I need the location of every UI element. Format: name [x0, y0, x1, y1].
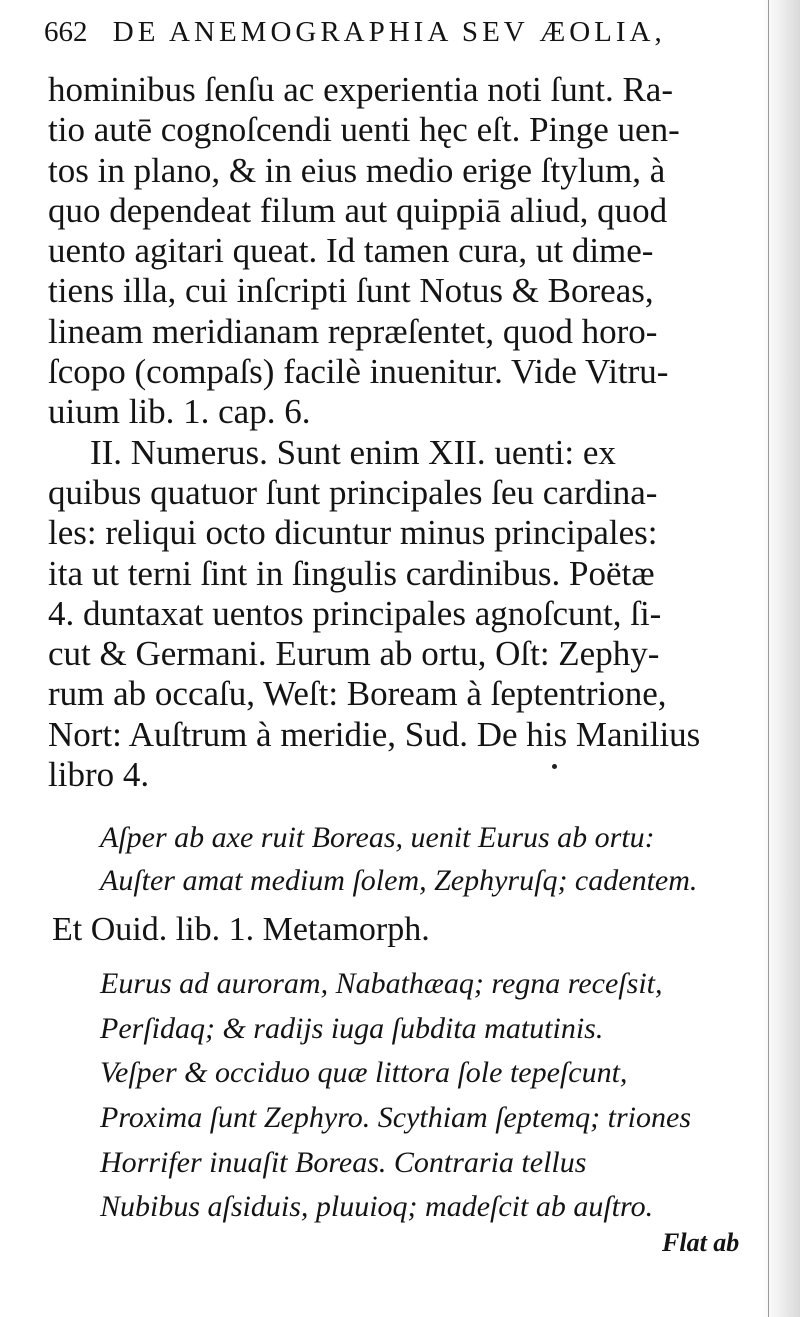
verse-line: Proxima ſunt Zephyro. Scythiam ſeptemq; triones [100, 1101, 692, 1135]
verse-line: Aſper ab axe ruit Boreas, uenit Eurus ab ortu: [100, 821, 655, 854]
running-title: DE ANEMOGRAPHIA SEV ÆOLIA, [112, 16, 666, 48]
body-line: les: reliqui octo dicuntur minus principales: [48, 513, 658, 553]
body-line: uium lib. 1. cap. 6. [48, 392, 311, 432]
ink-speck [552, 764, 557, 769]
verse-line: Nubibus aſsiduis, pluuioq; madeſcit ab auſtro. [100, 1190, 654, 1224]
body-line: tio autē cognoſcendi uenti hęc eſt. Pinge uen- [48, 110, 680, 150]
page-number: 662 [44, 16, 88, 48]
body-line: tiens illa, cui inſcripti ſunt Notus & Boreas, [48, 271, 654, 311]
body-line: ſcopo (compaſs) facilè inuenitur. Vide Vitru- [48, 352, 669, 392]
body-text [48, 70, 748, 795]
body-line: libro 4. [48, 755, 150, 795]
verse-line: Auſter amat medium ſolem, Zephyruſq; cadentem. [100, 864, 698, 897]
verse-line: Veſper & occiduo quæ littora ſole tepeſcunt, [100, 1056, 628, 1090]
verse-ovid [100, 962, 750, 1230]
body-line: lineam meridianam repræſentet, quod horo- [48, 311, 658, 351]
body-line: uento agitari queat. Id tamen cura, ut dime- [48, 231, 654, 271]
body-line: hominibus ſenſu ac experientia noti ſunt. Ra- [48, 70, 673, 109]
body-line: quibus quatuor ſunt principales ſeu cardina- [48, 472, 658, 512]
catchword: Flat ab [662, 1228, 740, 1257]
section-heading-line: II. Numerus. Sunt enim XII. uenti: ex [90, 432, 616, 472]
body-line: quo dependeat filum aut quippiā aliud, quod [48, 190, 668, 230]
verse-line: Perſidaq; & radijs iuga ſubdita matutinis. [100, 1011, 604, 1045]
ovid-intro: Et Ouid. lib. 1. Metamorph. [52, 911, 430, 948]
running-header [44, 16, 724, 62]
body-line: tos in plano, & in eius medio erige ſtylum, à [48, 150, 666, 190]
body-line: Nort: Auſtrum à meridie, Sud. De his Manilius [48, 714, 701, 754]
verse-line: Horrifer inuaſit Boreas. Contraria tellus [100, 1145, 587, 1179]
verse-line: Eurus ad auroram, Nabathæaq; regna receſsit, [100, 967, 663, 1000]
body-line: cut & Germani. Eurum ab ortu, Oſt: Zephy- [48, 634, 660, 674]
body-line: 4. duntaxat uentos principales agnoſcunt, ſi- [48, 593, 662, 633]
verse-manilius [100, 816, 750, 902]
body-line: ita ut terni ſint in ſingulis cardinibus. Poëtæ [48, 553, 655, 593]
gutter-edge [768, 0, 769, 1317]
body-line: rum ab occaſu, Weſt: Boream à ſeptentrione, [48, 674, 667, 714]
